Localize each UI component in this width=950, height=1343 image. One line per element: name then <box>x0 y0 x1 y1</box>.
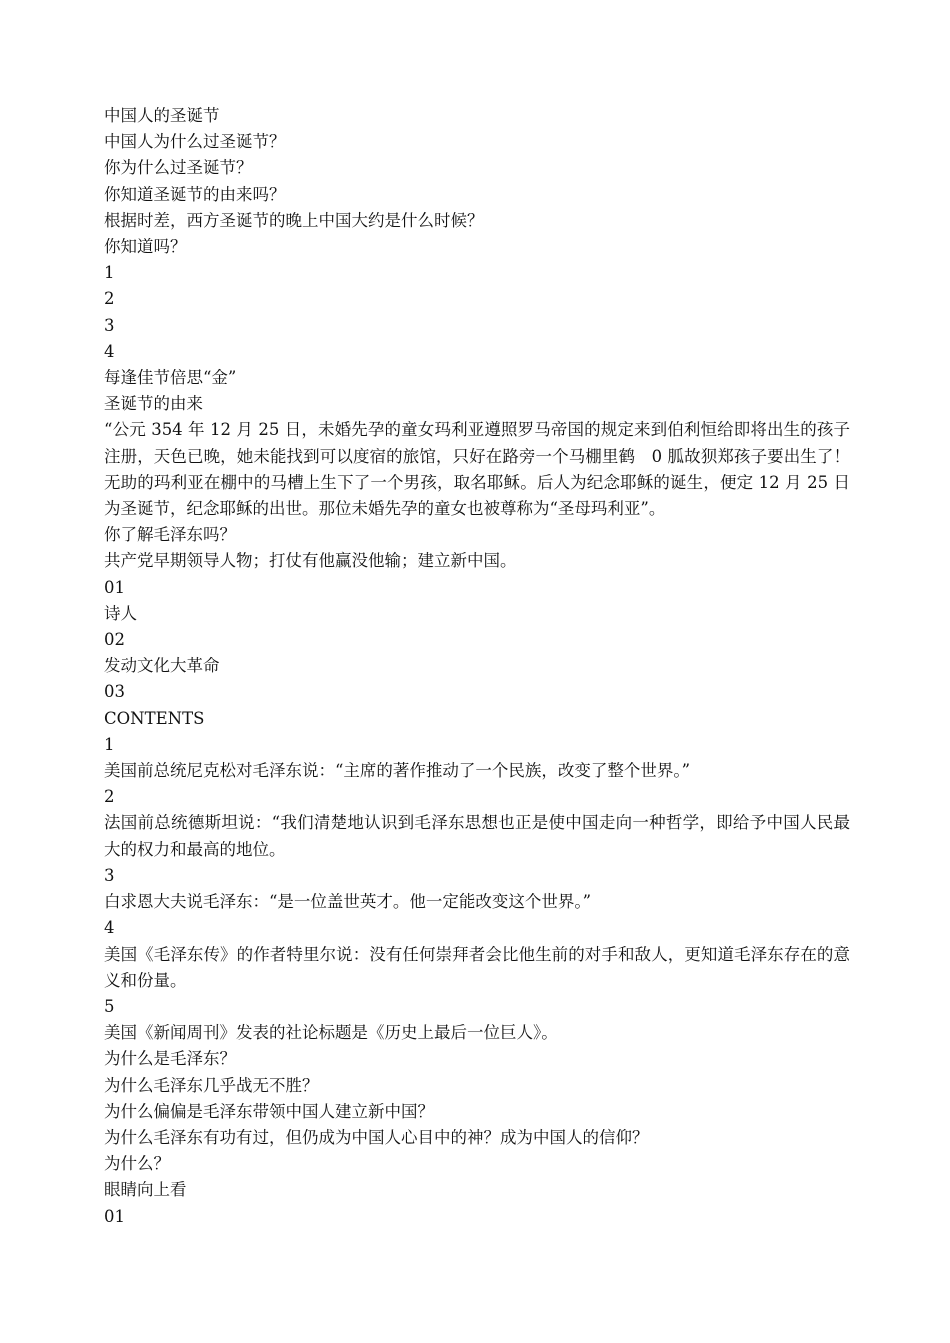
question-line: 你了解毛泽东吗？ <box>104 525 236 545</box>
quote-paragraph: 美国《毛泽东传》的作者特里尔说：没有任何崇拜者会比他生前的对手和敌人，更知道毛泽东存在的意义和份量。 <box>104 944 850 990</box>
list-number: 01 <box>104 1206 125 1226</box>
list-number: 3 <box>104 865 115 885</box>
question-line: 为什么毛泽东有功有过，但仍成为中国人心目中的神？成为中国人的信仰？ <box>104 1127 649 1147</box>
list-number: 4 <box>104 341 115 361</box>
quote-paragraph: 美国前总统尼克松对毛泽东说：“主席的著作推动了一个民族，改变了整个世界。” <box>104 761 691 781</box>
list-number: 5 <box>104 996 115 1016</box>
question-line: 你为什么过圣诞节？ <box>104 158 253 178</box>
section-heading: 圣诞节的由来 <box>104 394 203 414</box>
list-number: 02 <box>104 630 125 650</box>
question-line: 你知道圣诞节的由来吗？ <box>104 184 286 204</box>
text-line: 共产党早期领导人物；打仗有他赢没他输；建立新中国。 <box>104 551 517 571</box>
quote-paragraph: 白求恩大夫说毛泽东：“是一位盖世英才。他一定能改变这个世界。” <box>104 892 592 912</box>
text-line: 诗人 <box>104 603 137 623</box>
christmas-origin-paragraph: “公元 354 年 12 月 25 日，未婚先孕的童女玛利亚遵照罗马帝国的规定来到伯利恒给即将出生的孩子注册，天色已晚，她未能找到可以度宿的旅馆，只好在路旁一个马棚里鹤 0 胍故狈郑孩子要出生了！无助的玛利亚在棚中的马槽上生下了一个男孩，取名耶稣。后人为纪念耶稣的诞生，便定 12 月 25 日为圣诞节，纪念耶稣的出世。那位未婚先孕的童女也被尊称为“圣母玛利亚”。 <box>104 420 850 519</box>
list-number: 03 <box>104 682 125 702</box>
quote-paragraph: 美国《新闻周刊》发表的社论标题是《历史上最后一位巨人》。 <box>104 1023 558 1043</box>
text-line: 眼睛向上看 <box>104 1180 187 1200</box>
contents-label: CONTENTS <box>104 708 205 728</box>
question-line: 为什么是毛泽东？ <box>104 1049 236 1069</box>
list-number: 3 <box>104 315 115 335</box>
question-line: 为什么？ <box>104 1154 170 1174</box>
document-body <box>104 103 850 1230</box>
list-number: 4 <box>104 918 115 938</box>
list-number: 2 <box>104 289 115 309</box>
list-number: 1 <box>104 734 115 754</box>
quote-paragraph: 法国前总统德斯坦说：“我们清楚地认识到毛泽东思想也正是使中国走向一种哲学，即给予中国人民最大的权力和最高的地位。 <box>104 813 850 859</box>
section-heading: 每逢佳节倍思“金” <box>104 368 237 388</box>
question-line: 为什么偏偏是毛泽东带领中国人建立新中国？ <box>104 1101 434 1121</box>
text-line: 发动文化大革命 <box>104 656 220 676</box>
document-title: 中国人的圣诞节 <box>104 106 220 125</box>
question-line: 中国人为什么过圣诞节？ <box>104 132 286 152</box>
question-line: 为什么毛泽东几乎战无不胜？ <box>104 1075 319 1095</box>
list-number: 1 <box>104 263 115 283</box>
question-line: 你知道吗？ <box>104 237 187 257</box>
list-number: 01 <box>104 577 125 597</box>
list-number: 2 <box>104 787 115 807</box>
question-line: 根据时差，西方圣诞节的晚上中国大约是什么时候？ <box>104 210 484 230</box>
